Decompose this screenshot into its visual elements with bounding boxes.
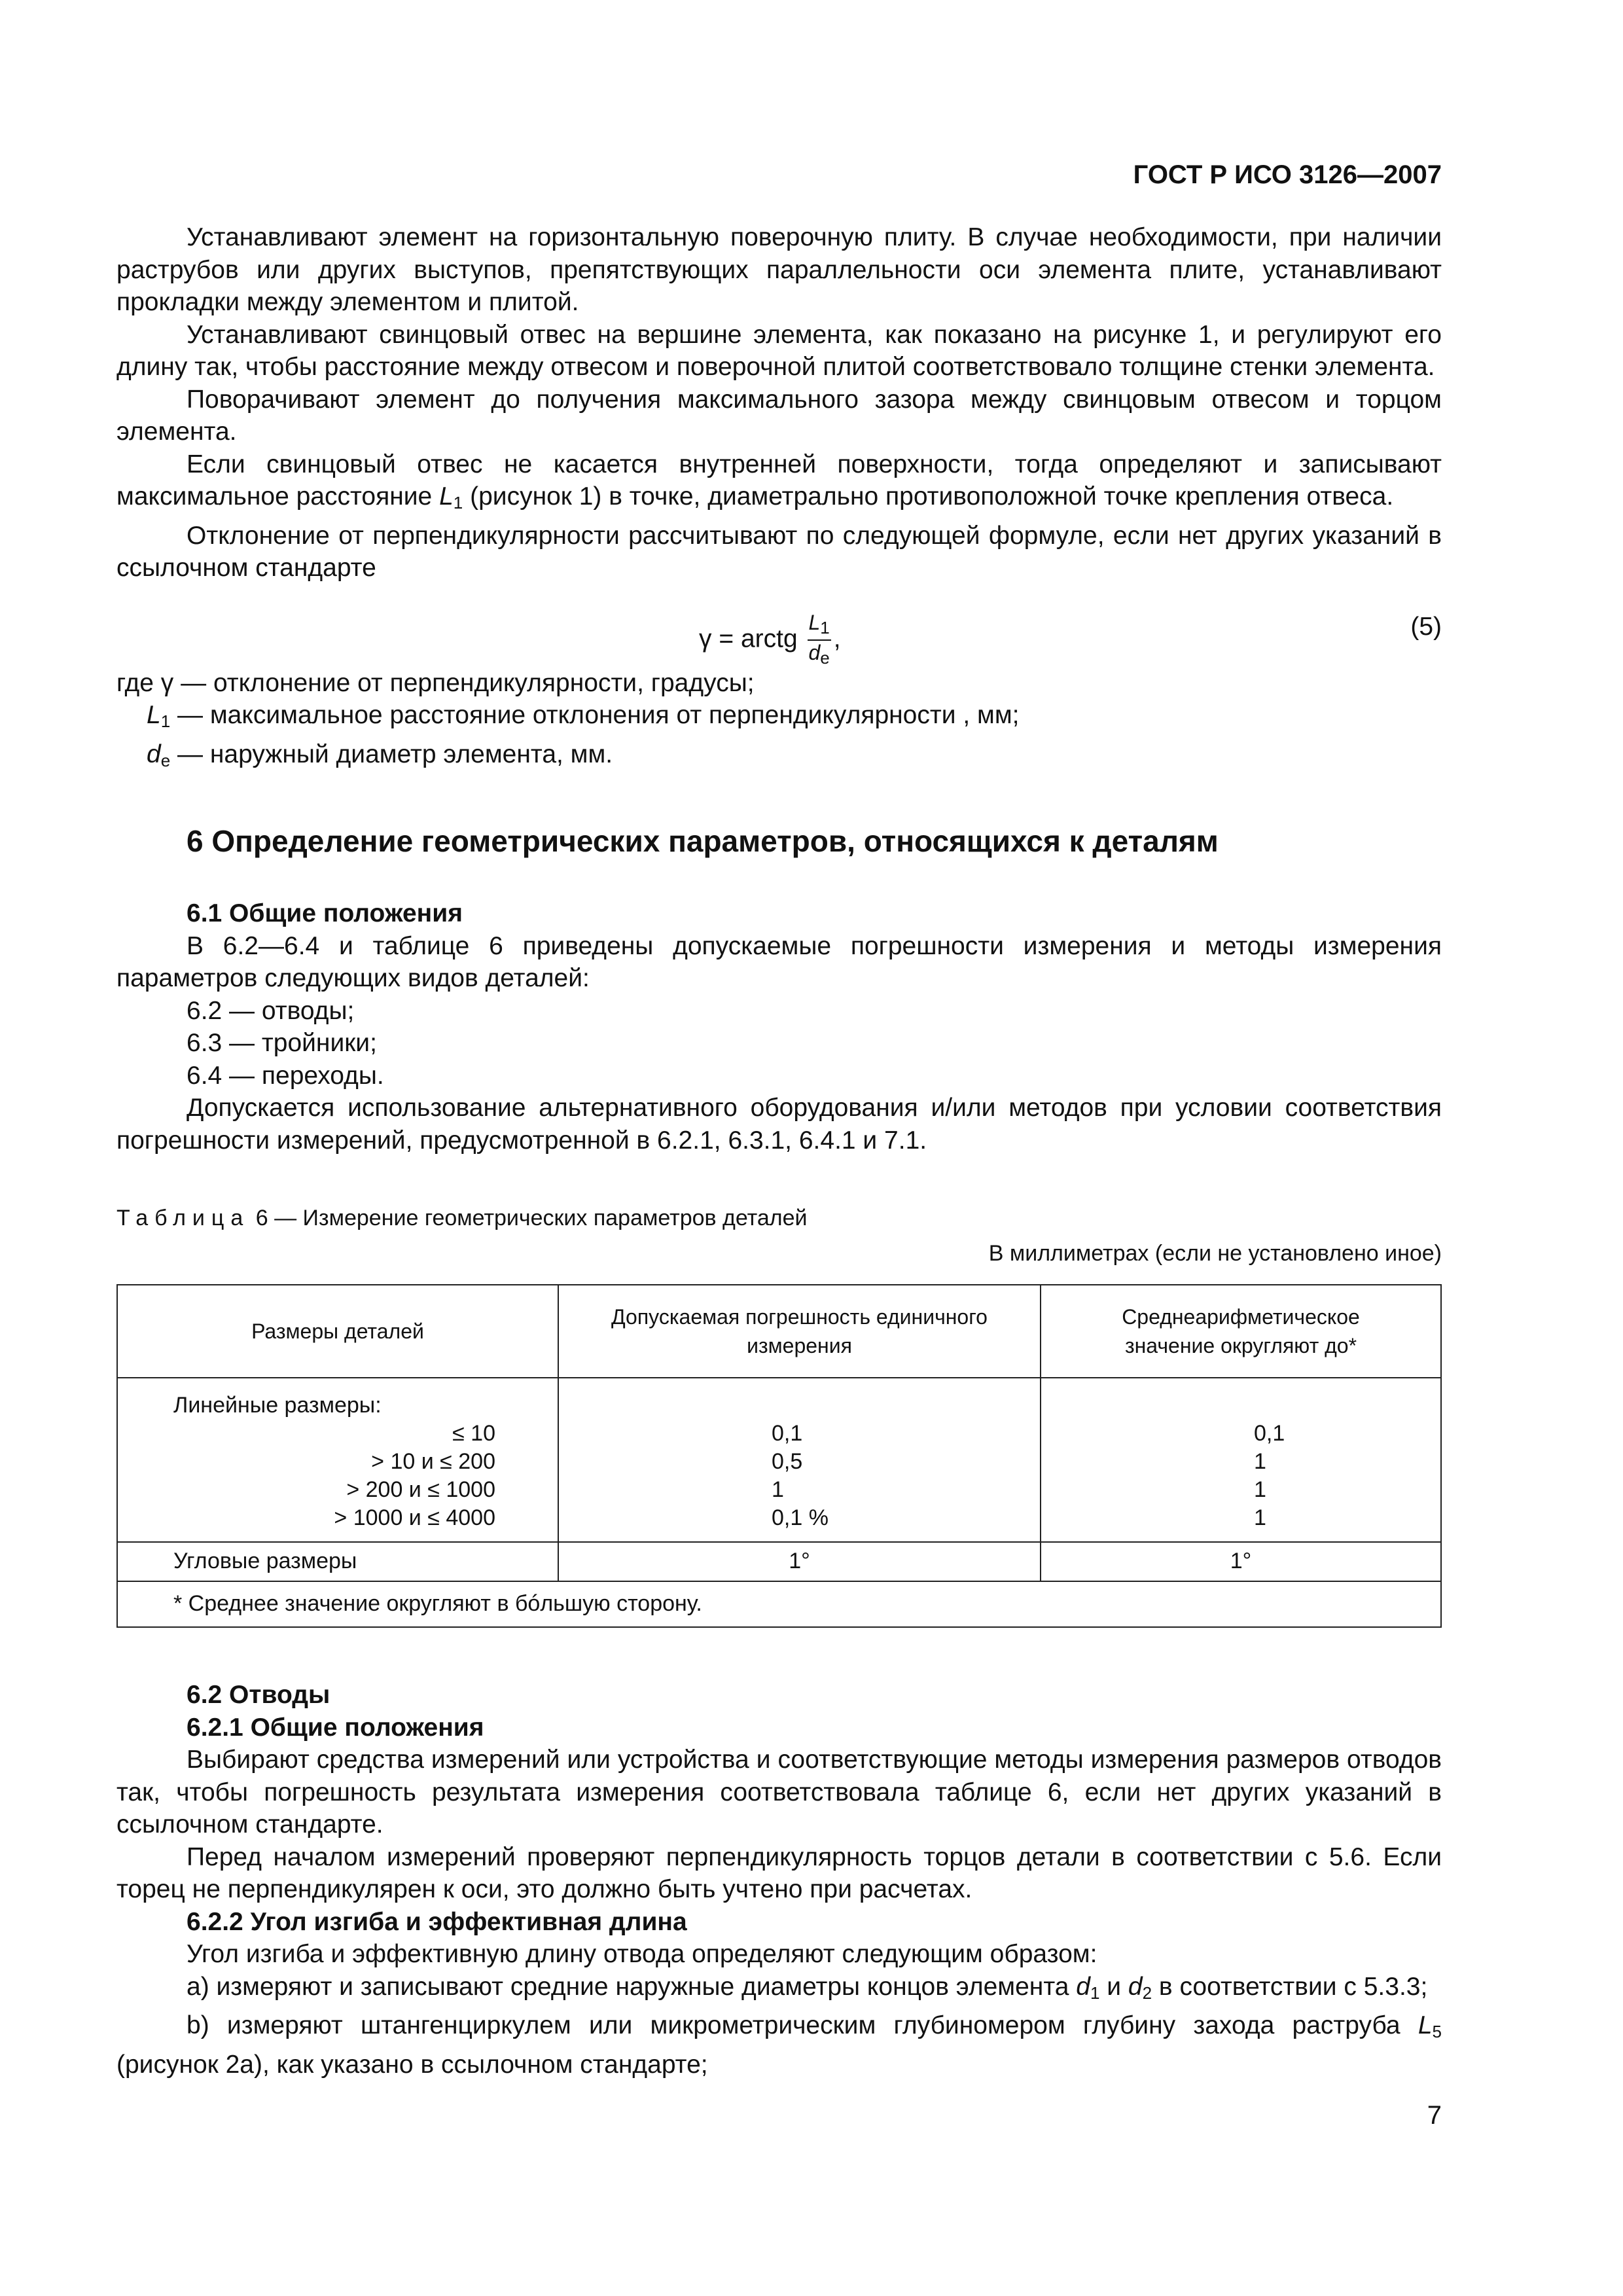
- table-6: [116, 1284, 1442, 1628]
- table-header-cell: Среднеарифметическое значение округляют до*: [1041, 1285, 1441, 1378]
- subsection-heading: 6.2 Отводы: [187, 1681, 330, 1709]
- paragraph: Допускается использование альтернативного оборудования и/или методов при условии соответствия погрешности измерений, предусмотренной в 6.2.1, 6.3.1, 6.4.1 и 7.1.: [116, 1094, 1442, 1155]
- paragraph: Выбирают средства измерений или устройства и соответствующие методы измерения размеров отводов так, чтобы погрешность результата измерения соответствовала таблице 6, если нет других указаний в ссылочном стандарте.: [116, 1746, 1442, 1839]
- formula-5: [116, 591, 1442, 668]
- paragraph: Устанавливают свинцовый отвес на вершине элемента, как показано на рисунке 1, и регулируют его длину так, чтобы расстояние между отвесом и поверочной плитой соответствовало толщине стенки элемента.: [116, 320, 1442, 381]
- list-item: a) измеряют и записывают средние наружные диаметры концов элемента $d_1$ и $d_2$ в соответствии с 5.3.3;: [187, 1972, 1428, 2003]
- document-code: ГОСТ Р ИСО 3126—2007: [1133, 160, 1442, 189]
- list-item: 6.3 — тройники;: [187, 1029, 377, 1057]
- table-cell: 1°: [558, 1542, 1041, 1581]
- formula-fraction: $\frac{L_1}{d_e}$: [808, 610, 830, 668]
- table-cell: 1°: [1041, 1542, 1441, 1581]
- formula-definitions: [116, 667, 1442, 778]
- definition: $d_e$ — наружный диаметр элемента, мм.: [147, 740, 613, 770]
- list-item: 6.4 — переходы.: [187, 1061, 384, 1090]
- table-row: [117, 1542, 1441, 1581]
- subsection-heading: 6.2.2 Угол изгиба и эффективная длина: [187, 1907, 687, 1936]
- table-cell: 0,1 1 1 1: [1041, 1378, 1441, 1542]
- paragraph: Угол изгиба и эффективную длину отвода определяют следующим образом:: [187, 1940, 1097, 1968]
- paragraph: Перед началом измерений проверяют перпендикулярность торцов детали в соответствии с 5.6. Если торец не перпендикулярен к оси, это должно быть учтено при расчетах.: [116, 1842, 1442, 1903]
- table-cell: Угловые размеры: [117, 1542, 558, 1581]
- definition: где γ — отклонение от перпендикулярности, градусы;: [116, 668, 755, 697]
- list-item: b) измеряют штангенциркулем или микрометрическим глубиномером глубину захода раструба $L_5$ (рисунок 2а), как указано в ссылочном стандарте;: [116, 2011, 1442, 2079]
- paragraph: Если свинцовый отвес не касается внутренней поверхности, тогда определяют и записывают максимальное расстояние $L_1$ (рисунок 1) в точке, диаметрально противоположной точке крепления отвеса.: [116, 450, 1442, 512]
- table-row: [117, 1378, 1441, 1542]
- paragraph: Отклонение от перпендикулярности рассчитывают по следующей формуле, если нет других указаний в ссылочном стандарте: [116, 521, 1442, 582]
- section-6-2: [116, 1679, 1442, 2081]
- paragraph: В 6.2—6.4 и таблице 6 приведены допускаемые погрешности измерения и методы измерения параметров следующих видов деталей:: [116, 931, 1442, 992]
- paragraph: Поворачивают элемент до получения максимального зазора между свинцовым отвесом и торцом элемента.: [116, 385, 1442, 446]
- list-item: 6.2 — отводы;: [187, 996, 355, 1025]
- section-heading: 6 Определение геометрических параметров, относящихся к деталям: [187, 824, 1219, 858]
- table-cell: 0,1 0,5 1 0,1 %: [558, 1378, 1041, 1542]
- definition: $L_1$ — максимальное расстояние отклонения от перпендикулярности , мм;: [147, 701, 1020, 731]
- formula-expression: γ = arctg $\frac{L_1}{d_e}$ ,: [699, 611, 841, 670]
- paragraph: Устанавливают элемент на горизонтальную поверочную плиту. В случае необходимости, при наличии раструбов или других выступов, препятствующих параллельности оси элемента плите, устанавливают прокладки между элементом и плитой.: [116, 223, 1442, 316]
- table-header-cell: Допускаемая погрешность единичного измерения: [558, 1285, 1041, 1378]
- table-footnote: * Среднее значение округляют в бóльшую сторону.: [117, 1581, 1441, 1627]
- table-units: В миллиметрах (если не установлено иное): [988, 1240, 1442, 1266]
- table-header-row: [117, 1285, 1441, 1378]
- table-header-cell: Размеры деталей: [117, 1285, 558, 1378]
- subsection-heading: 6.2.1 Общие положения: [187, 1713, 484, 1742]
- table-footnote-row: [117, 1581, 1441, 1627]
- table-caption: Таблица 6 — Измерение геометрических параметров деталей: [116, 1206, 808, 1230]
- formula-number: (5): [1410, 612, 1442, 641]
- table-cell: Линейные размеры: ≤ 10 > 10 и ≤ 200 > 200 и ≤ 1000 > 1000 и ≤ 4000: [117, 1378, 558, 1542]
- page-number: 7: [1427, 2101, 1442, 2130]
- page-body: [116, 221, 1442, 2081]
- subsection-heading: 6.1 Общие положения: [187, 899, 463, 927]
